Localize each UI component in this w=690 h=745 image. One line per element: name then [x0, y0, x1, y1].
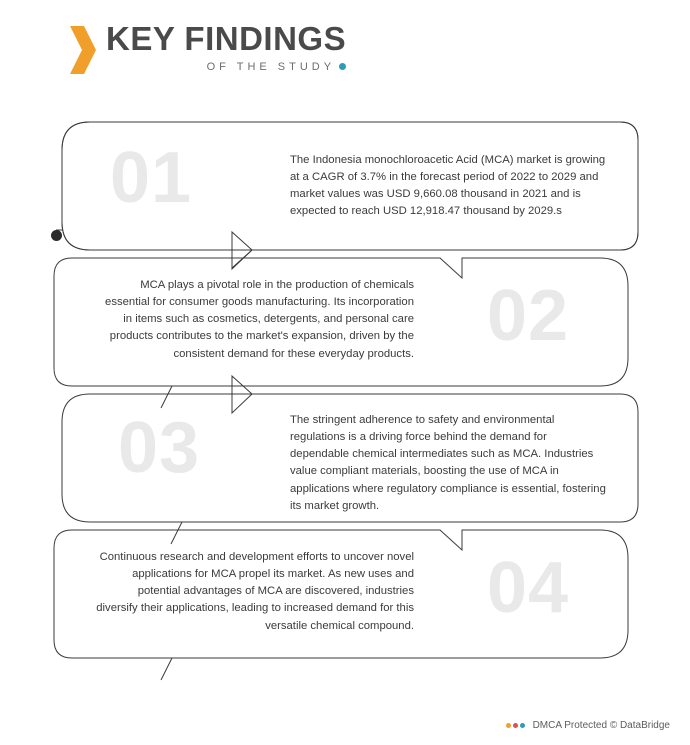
page-subtitle-wrap [106, 61, 346, 73]
leading-bullet-icon [51, 230, 62, 241]
page-subtitle: OF THE STUDY [206, 60, 336, 73]
step-text-01: The Indonesia monochloroacetic Acid (MCA) market is growing at a CAGR of 3.7% in the forecast period of 2022 to 2029 and market values was USD 9,660.08 thousand in 2021 and is expected to reach USD 12,918.47 thousand by 2029.s [290, 154, 606, 218]
step-number-01: 01 [110, 138, 193, 218]
step-number-04: 04 [487, 548, 570, 628]
accent-dot-icon [339, 63, 346, 70]
chevron-right-icon [70, 26, 96, 74]
step-text-03: The stringent adherence to safety and environmental regulations is a driving force behind the demand for dependable chemical intermediates such as MCA. Industries value compliant materials, boosting the use of MCA in applications where regulatory compliance is essential, fostering its market growth. [290, 414, 606, 512]
header-text-block [106, 22, 346, 73]
step-number-02: 02 [487, 276, 570, 356]
step-text-04: Continuous research and development efforts to uncover novel applications for MCA propel its market. As new uses and potential advantages of MCA are discovered, industries diversify their applications, leading to increased demand for this versatile chemical compound. [96, 551, 414, 632]
page-title: KEY FINDINGS [106, 20, 347, 57]
footer [506, 720, 670, 731]
footer-credit: DMCA Protected © DataBridge [532, 720, 670, 731]
page-header [70, 22, 346, 74]
findings-diagram [0, 112, 690, 692]
brand-dots-icon [506, 723, 527, 728]
step-number-03: 03 [118, 408, 201, 488]
step-text-02: MCA plays a pivotal role in the production of chemicals essential for consumer goods manufacturing. Its incorporation in items such as cosmetics, detergents, and personal care products contributes to the market's expansion, driven by the consistent demand for these everyday products. [105, 279, 414, 360]
